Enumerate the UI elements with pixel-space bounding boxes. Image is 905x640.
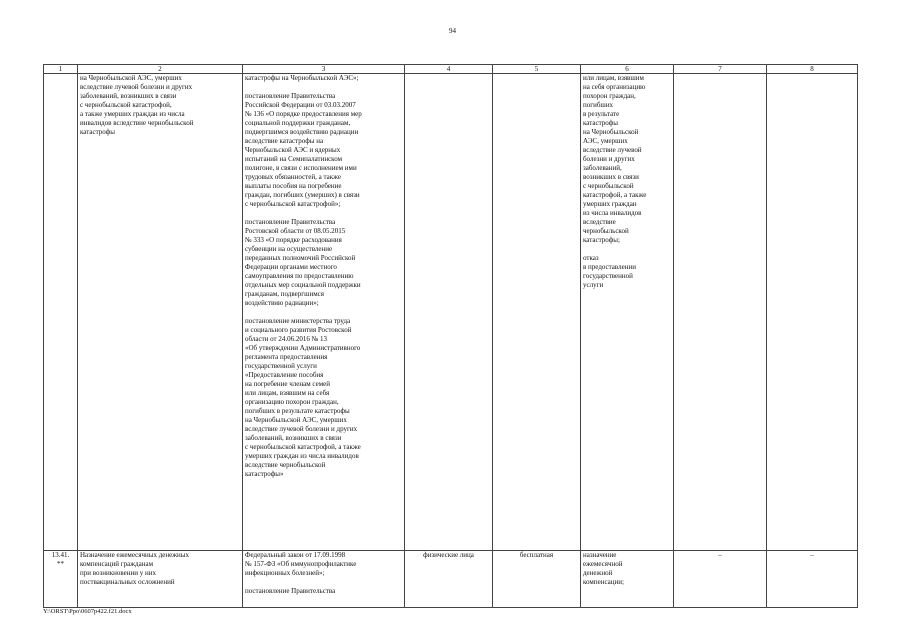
column-number-row xyxy=(44,65,858,74)
cell-applicants xyxy=(405,74,493,551)
cell-result: назначение ежемесячной денежной компенсации; xyxy=(581,551,674,608)
column-number: 3 xyxy=(243,65,405,74)
column-number: 4 xyxy=(405,65,493,74)
services-table xyxy=(43,64,858,608)
cell-legal-basis: Федеральный закон от 17.09.1998 № 157-ФЗ «Об иммунопрофилактике инфекционных болезней»; постановление Правительства xyxy=(243,551,405,608)
cell-result: или лицам, взявшим на себя организацию похорон граждан, погибших в результате катастрофы на Чернобыльской АЭС, умерших вследствие лучевой болезни и других заболеваний, возникших в связи с чернобыльской катастрофой, а также умерших граждан из числа инвалидов вследствие чернобыльской катастрофы; отказ в предоставлении государственной услуги xyxy=(581,74,674,551)
cell-applicants: физические лица xyxy=(405,551,493,608)
column-number: 7 xyxy=(674,65,767,74)
table-row xyxy=(44,74,858,551)
cell-legal-basis: катастрофы на Чернобыльской АЭС»; постановление Правительства Российской Федерации от 03.03.2007 № 136 «О порядке предоставления мер социальной поддержки гражданам, подвергшимся воздействию радиации вследствие катастрофы на Чернобыльской АЭС и ядерных испытаний на Семипалатинском полигоне, в связи с исполнением ими трудовых обязанностей, а также выплаты пособия на погребение граждан, погибших (умерших) в связи с чернобыльской катастрофой»; постановление Правительства Ростовской области от 08.05.2015 № 333 «О порядке расходования субвенции на осуществление переданных полномочий Российской Федерации органами местного самоуправления по предоставлению отдельных мер социальной поддержки гражданам, подвергшимся воздействию радиации»; постановление министерства труда и социального развития Ростовской области от 24.06.2016 № 13 «Об утверждении Административного регламента предоставления государственной услуги «Предоставление пособия на погребение членам семей или лицам, взявшим на себя организацию похорон граждан, погибших в результате катастрофы на Чернобыльской АЭС, умерших вследствие лучевой болезни и других заболеваний, возникших в связи с чернобыльской катастрофой, а также умерших граждан из числа инвалидов вследствие чернобыльской катастрофы» xyxy=(243,74,405,551)
cell-service-name: на Чернобыльской АЭС, умерших вследствие лучевой болезни и других заболеваний, возникших в связи с чернобыльской катастрофой, а также умерших граждан из числа инвалидов вследствие чернобыльской катастрофы xyxy=(78,74,243,551)
cell-fee xyxy=(493,74,581,551)
page-number: 94 xyxy=(449,27,456,35)
column-number: 8 xyxy=(767,65,858,74)
cell-number xyxy=(44,74,78,551)
cell-col7 xyxy=(674,74,767,551)
file-path-footer: Y:\ORST\Ppo\0607p422.f21.docx xyxy=(43,608,132,615)
column-number: 5 xyxy=(493,65,581,74)
column-number: 1 xyxy=(44,65,78,74)
cell-service-name: Назначение ежемесячных денежных компенсаций гражданам при возникновении у них поствакцинальных осложнений xyxy=(78,551,243,608)
table-row xyxy=(44,551,858,608)
cell-col7: – xyxy=(674,551,767,608)
column-number: 2 xyxy=(78,65,243,74)
column-number: 6 xyxy=(581,65,674,74)
cell-number: 13.41. ** xyxy=(44,551,78,608)
cell-fee: бесплатная xyxy=(493,551,581,608)
cell-col8 xyxy=(767,74,858,551)
cell-col8: – xyxy=(767,551,858,608)
